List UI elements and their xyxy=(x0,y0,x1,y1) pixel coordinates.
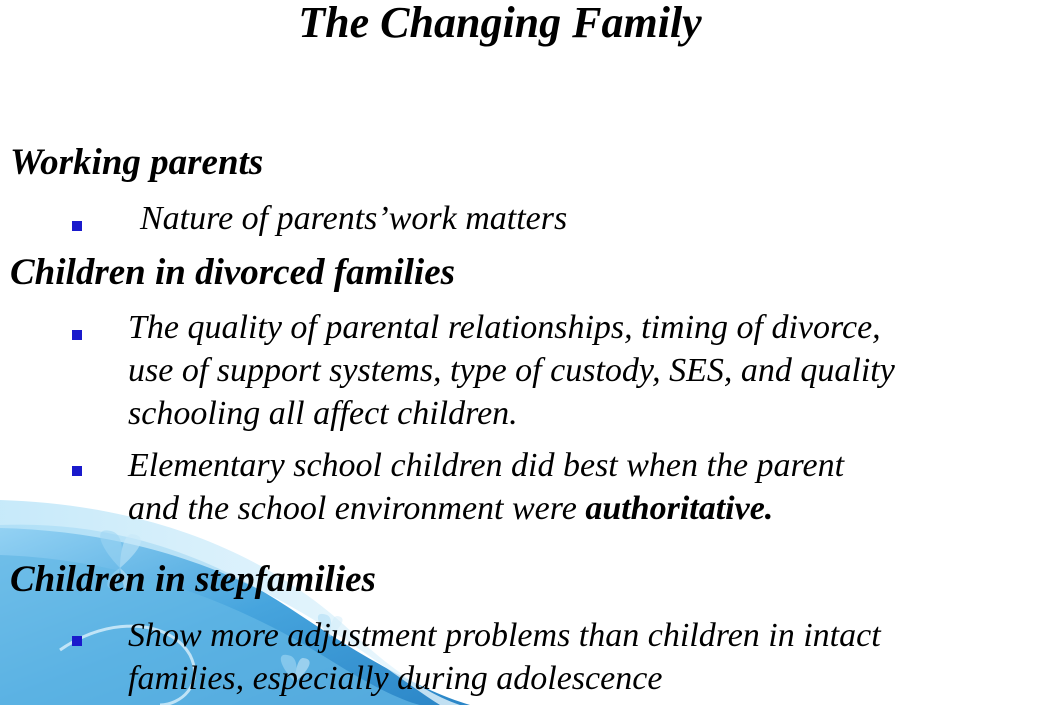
slide-title: The Changing Family xyxy=(298,0,702,47)
section-heading-stepfamilies: Children in stepfamilies xyxy=(10,559,376,600)
list-item-line xyxy=(128,487,844,530)
square-bullet-icon xyxy=(72,330,82,340)
list-item-text: and the school environment were xyxy=(128,490,577,527)
emphasis-text: authoritative. xyxy=(585,490,774,527)
list-item xyxy=(140,197,567,240)
list-item-line: Nature of parents’work matters xyxy=(140,200,568,237)
list-item-line: families, especially during adolescence xyxy=(128,660,663,697)
square-bullet-icon xyxy=(72,466,82,476)
list-item-line: schooling all affect children. xyxy=(128,395,518,432)
square-bullet-icon xyxy=(72,221,82,231)
list-item-line: use of support systems, type of custody, SES, and quality xyxy=(128,352,895,389)
section-heading-working-parents: Working parents xyxy=(10,142,264,183)
list-item xyxy=(128,306,895,435)
list-item xyxy=(128,444,844,530)
list-item-line: Show more adjustment problems than children in intact xyxy=(128,617,881,654)
list-item-line: Elementary school children did best when the parent xyxy=(128,447,845,484)
section-heading-divorced-families: Children in divorced families xyxy=(10,252,456,293)
square-bullet-icon xyxy=(72,636,82,646)
list-item xyxy=(128,614,881,700)
list-item-line: The quality of parental relationships, timing of divorce, xyxy=(128,309,881,346)
